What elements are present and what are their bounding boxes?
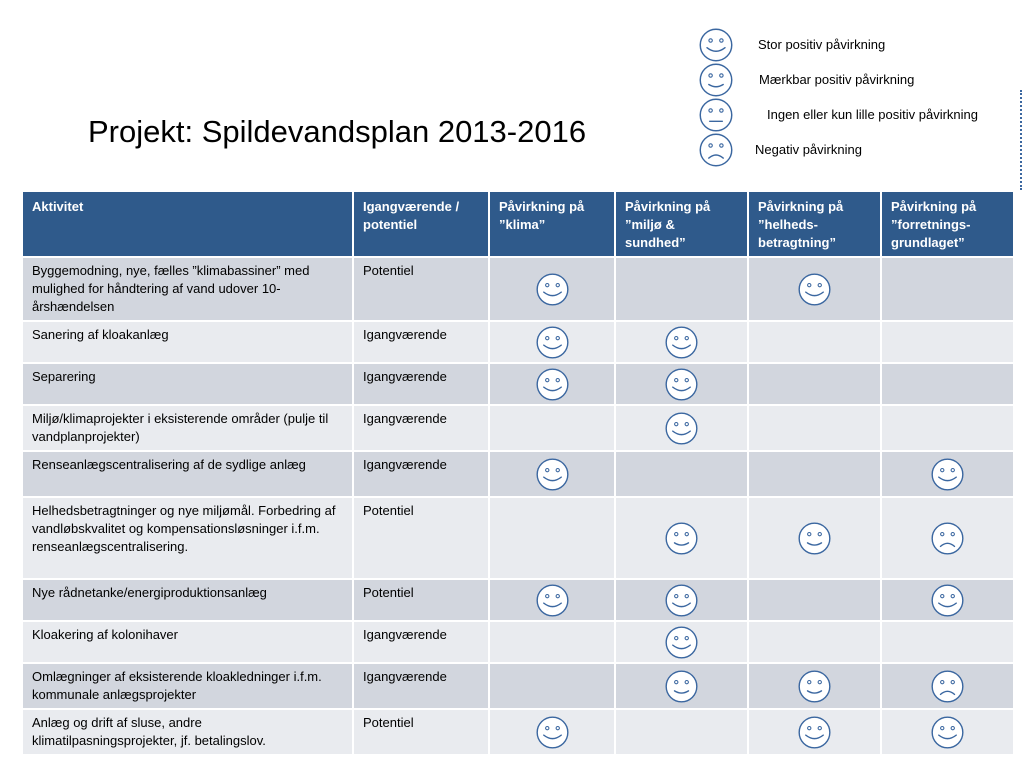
big-smile-face-icon [664, 583, 699, 618]
impact-cell-env [615, 405, 748, 451]
impact-cell-climate [489, 709, 615, 755]
big-smile-face-icon [535, 367, 570, 402]
status-cell: Potentiel [353, 257, 489, 321]
frown-face-icon [930, 521, 965, 556]
activity-cell: Kloakering af kolonihaver [22, 621, 353, 663]
impact-cell-climate [489, 257, 615, 321]
impact-cell-business [881, 257, 1014, 321]
status-cell: Potentiel [353, 497, 489, 579]
table-row [22, 451, 1014, 497]
impact-cell-business [881, 663, 1014, 709]
table-row [22, 709, 1014, 755]
header-status: Igangværende / potentiel [353, 191, 489, 257]
activity-cell: Nye rådnetanke/energiproduktionsanlæg [22, 579, 353, 621]
impact-cell-business [881, 709, 1014, 755]
impact-cell-env [615, 451, 748, 497]
big-smile-face-icon [797, 272, 832, 307]
table-row [22, 257, 1014, 321]
activity-cell: Renseanlægscentralisering af de sydlige anlæg [22, 451, 353, 497]
header-climate: Påvirkning på ”klima” [489, 191, 615, 257]
activity-cell: Miljø/klimaprojekter i eksisterende områder (pulje til vandplanprojekter) [22, 405, 353, 451]
status-cell: Igangværende [353, 621, 489, 663]
header-environment: Påvirkning på ”miljø & sundhed” [615, 191, 748, 257]
table-row [22, 663, 1014, 709]
legend-label: Mærkbar positiv påvirkning [759, 72, 915, 87]
impact-cell-env [615, 363, 748, 405]
table-row [22, 497, 1014, 579]
page-title: Projekt: Spildevandsplan 2013-2016 [88, 114, 587, 149]
activity-cell: Helhedsbetragtninger og nye miljømål. Forbedring af vandløbskvalitet og kompensationsløsninger i.f.m. renseanlægscentralisering. [22, 497, 353, 579]
big-smile-face-icon [930, 583, 965, 618]
impact-cell-business [881, 363, 1014, 405]
table-row [22, 405, 1014, 451]
impact-cell-holistic [748, 321, 881, 363]
legend-label: Ingen eller kun lille positiv påvirkning [767, 107, 979, 122]
impact-cell-climate [489, 321, 615, 363]
impact-cell-business [881, 497, 1014, 579]
big-smile-face-icon [664, 625, 699, 660]
impact-cell-env [615, 621, 748, 663]
impact-cell-holistic [748, 405, 881, 451]
impact-cell-env [615, 709, 748, 755]
impact-cell-env [615, 257, 748, 321]
status-cell: Igangværende [353, 451, 489, 497]
impact-cell-holistic [748, 621, 881, 663]
impact-cell-business [881, 579, 1014, 621]
frown-face-icon [930, 669, 965, 704]
smile-face-icon [797, 669, 832, 704]
smile-face-icon [664, 521, 699, 556]
impact-cell-holistic [748, 451, 881, 497]
impact-cell-business [881, 621, 1014, 663]
table-row [22, 579, 1014, 621]
big-smile-face-icon [930, 715, 965, 750]
big-smile-face-icon [535, 715, 570, 750]
impact-cell-holistic [748, 363, 881, 405]
big-smile-face-icon [664, 367, 699, 402]
big-smile-face-icon [797, 715, 832, 750]
status-cell: Igangværende [353, 405, 489, 451]
impact-cell-climate [489, 663, 615, 709]
impact-cell-holistic [748, 663, 881, 709]
header-holistic: Påvirkning på ”helheds-betragtning” [748, 191, 881, 257]
big-smile-face-icon [930, 457, 965, 492]
smile-face-icon [664, 669, 699, 704]
impact-table [21, 190, 1015, 756]
activity-cell: Separering [22, 363, 353, 405]
header-business: Påvirkning på ”forretnings-grundlaget” [881, 191, 1014, 257]
big-smile-face-icon [664, 325, 699, 360]
activity-cell: Anlæg og drift af sluse, andre klimatilpasningsprojekter, jf. betalingslov. [22, 709, 353, 755]
impact-cell-holistic [748, 579, 881, 621]
impact-cell-business [881, 405, 1014, 451]
impact-cell-env [615, 579, 748, 621]
table-row [22, 363, 1014, 405]
status-cell: Igangværende [353, 663, 489, 709]
impact-cell-env [615, 663, 748, 709]
status-cell: Potentiel [353, 579, 489, 621]
table-row [22, 321, 1014, 363]
impact-cell-holistic [748, 257, 881, 321]
impact-cell-holistic [748, 497, 881, 579]
impact-cell-climate [489, 363, 615, 405]
impact-cell-climate [489, 579, 615, 621]
smile-face-icon [797, 521, 832, 556]
status-cell: Potentiel [353, 709, 489, 755]
activity-cell: Omlægninger af eksisterende kloakledninger i.f.m. kommunale anlægsprojekter [22, 663, 353, 709]
impact-cell-env [615, 497, 748, 579]
impact-cell-climate [489, 621, 615, 663]
activity-cell: Sanering af kloakanlæg [22, 321, 353, 363]
impact-cell-climate [489, 497, 615, 579]
header-activity: Aktivitet [22, 191, 353, 257]
status-cell: Igangværende [353, 321, 489, 363]
big-smile-face-icon [535, 457, 570, 492]
slide-edge-mark [1020, 90, 1024, 190]
legend-label: Stor positiv påvirkning [758, 37, 886, 52]
table-row [22, 621, 1014, 663]
impact-cell-holistic [748, 709, 881, 755]
status-cell: Igangværende [353, 363, 489, 405]
impact-cell-business [881, 451, 1014, 497]
impact-cell-climate [489, 451, 615, 497]
impact-cell-business [881, 321, 1014, 363]
table-header-row [22, 191, 1014, 257]
big-smile-face-icon [535, 583, 570, 618]
impact-cell-climate [489, 405, 615, 451]
impact-cell-env [615, 321, 748, 363]
activity-cell: Byggemodning, nye, fælles ”klimabassiner” med mulighed for håndtering af vand udover 10-årshændelsen [22, 257, 353, 321]
big-smile-face-icon [535, 325, 570, 360]
big-smile-face-icon [664, 411, 699, 446]
big-smile-face-icon [535, 272, 570, 307]
legend-label: Negativ påvirkning [755, 142, 862, 157]
